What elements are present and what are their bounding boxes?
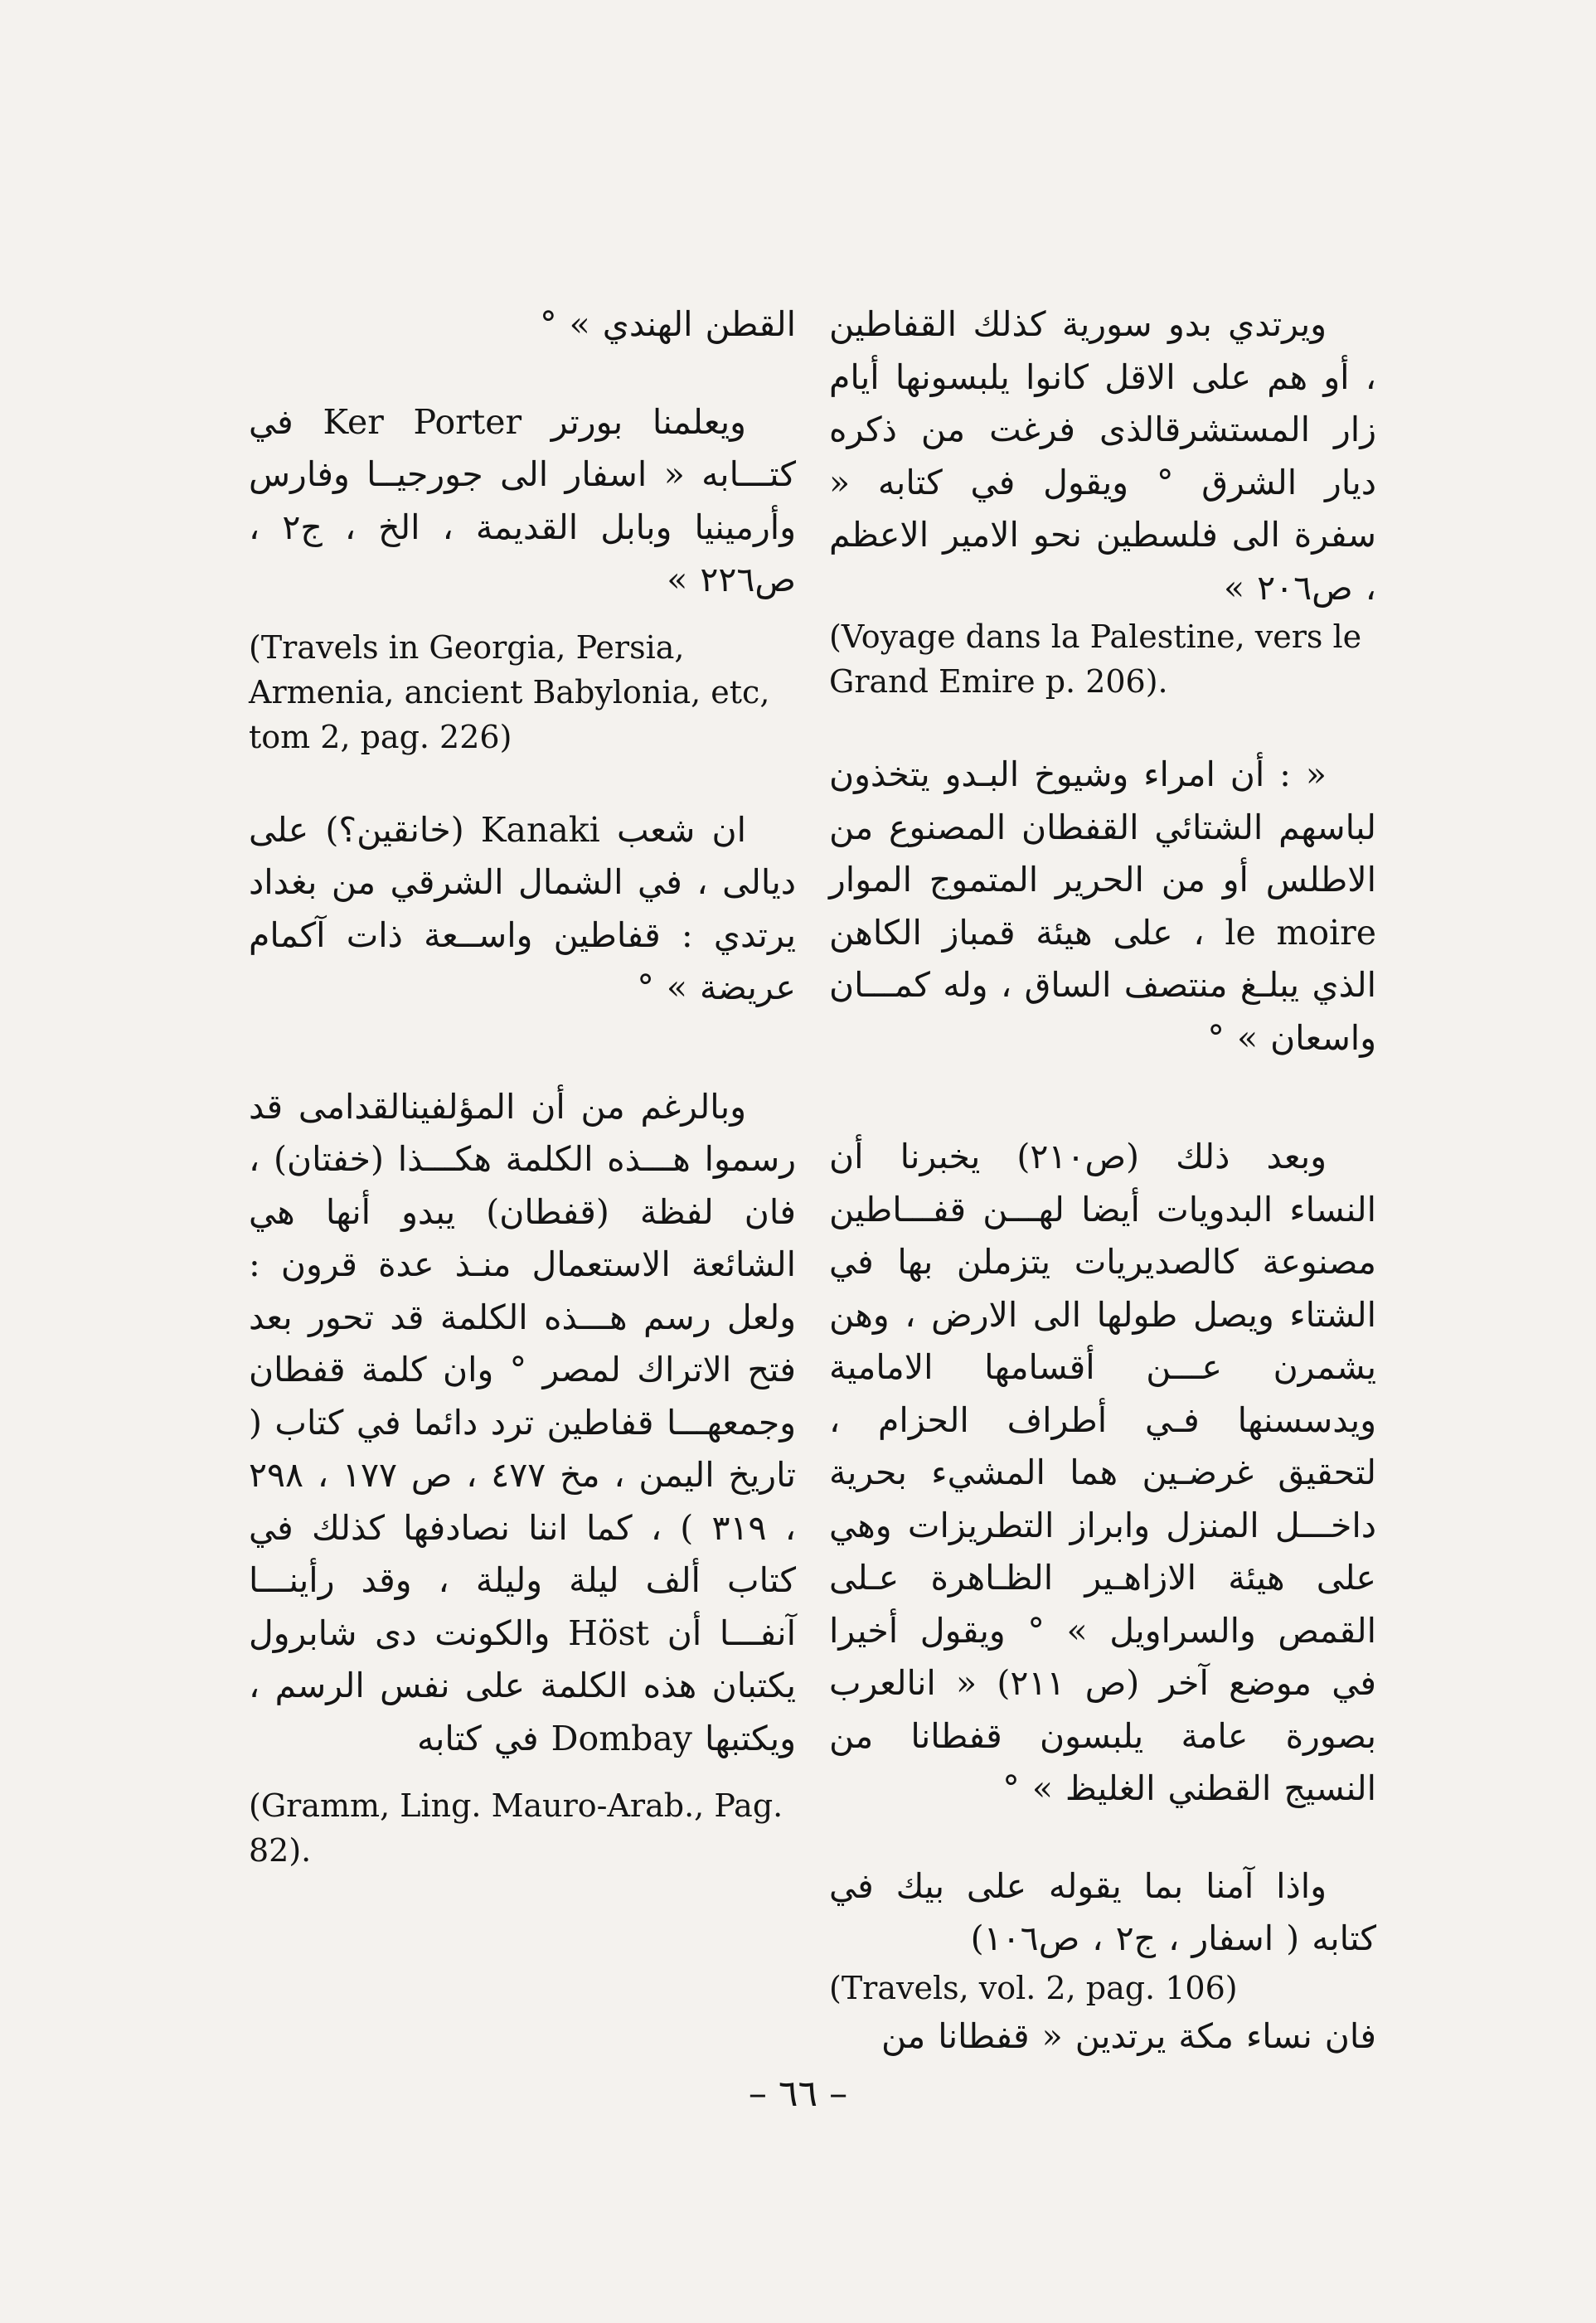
author-name: Höst (568, 1613, 650, 1653)
paragraph-continued: فان نساء مكة يرتدين « قفطانا من (881, 2015, 1376, 2056)
place-name: Kanaki (480, 809, 600, 850)
paragraph-text: واذا آمنا بما يقوله على بيك في كتابه ( اسفار ، ج٢ ، ص١٠٦) (829, 1865, 1376, 1958)
citation-latin: (Travels in Georgia, Persia, Armenia, ancient Babylonia, etc, tom 2, pag. 226) (249, 628, 770, 755)
paragraph (829, 298, 1376, 614)
citation-latin: (Voyage dans la Palestine, vers le Grand Emire p. 206). (829, 618, 1362, 700)
page-number: – ٦٦ – (748, 2073, 848, 2115)
citation-latin: (Travels, vol. 2, pag. 106) (829, 1969, 1238, 2006)
paragraph (249, 804, 796, 1015)
paragraph-text: ان شعب (616, 809, 746, 850)
paragraph (829, 1860, 1376, 1966)
author-name: Ker Porter (323, 401, 522, 442)
paragraph (249, 396, 796, 607)
paragraph-text: ، على هيئة قمباز الكاهن الذي يبلـغ منتصف الساق ، وله كمـــان واسعان » ° (829, 912, 1376, 1058)
paragraph-text: (خانقين؟) على ديالى ، في الشمال الشرقي من بغداد يرتدي : قفاطين واســعة ذات آكمام عريضة » ° (249, 809, 796, 1007)
paragraph-text: وبالرغم من أن المؤلفينالقدامى قد رسموا هـــذه الكلمة هكـــذا (خفتان) ، فان لفظة (قفطان) يبدو أنها هي الشائعة الاستعمال منـذ عدة قرون : ولعل رسم هـــذه الكلمة قد تحور بعد فتح الاتراك لمصر ° وان كلمة قفطان وجمعهـــا قفاطين ترد دائما في كتاب ( تاريخ اليمن ، مخ ٤٧٧ ، ص ١٧٧ ، ٢٩٨ ، ٣١٩ ) ، كما اننا نصادفها كذلك في كتاب ألف ليلة وليلة ، وقد رأينـــا آنفـــا أن (249, 1086, 796, 1653)
paragraph-text: ويعلمنا بورتر (551, 401, 746, 442)
right-column (829, 298, 1376, 2063)
foreign-term: le moire (1225, 912, 1376, 953)
paragraph-text: والكونت دى شابرول يكتبان هذه الكلمة على نفس الرسم ، ويكتبها (249, 1613, 796, 1758)
paragraph-text: في كتابه (417, 1718, 539, 1758)
left-column (249, 298, 796, 1873)
paragraph (249, 1081, 796, 1766)
paragraph-continued: القطن الهندي » ° (540, 304, 796, 344)
paragraph (829, 749, 1376, 1065)
author-name: Dombay (551, 1718, 692, 1758)
paragraph-text: ويرتدي بدو سورية كذلك القفاطين ، أو هم على الاقل كانوا يلبسونها أيام زار المستشرقالذى فرغت من ذكره ديار الشرق ° ويقول في كتابه « سفرة الى فلسطين نحو الامير الاعظم ، ص٢٠٦ » (829, 304, 1376, 608)
citation-latin: (Gramm, Ling. Mauro-Arab., Pag. 82). (249, 1787, 783, 1869)
paragraph-text: في كتـــابه « اسفار الى جورجيــا وفارس وأرمينيا وبابل القديمة ، الخ ، ج٢ ، ص٢٢٦ » (249, 401, 796, 599)
paragraph (829, 1131, 1376, 1816)
paragraph-text: « : أن امراء وشيوخ البـدو يتخذون لباسهم الشتائي القفطان المصنوع من الاطلس أو من الحرير المتموج الموار (829, 754, 1376, 900)
paragraph-text: وبعد ذلك (ص٢١٠) يخبرنا أن النساء البدويات أيضا لهـــن قفـــاطين مصنوعة كالصديريات يتزملن بها في الشتاء ويصل طولها الى الارض ، وهن يشمرن عـــن أقسامها الامامية ويدسسنها فـي أطراف الحزام ، لتحقيق غرضـين هما المشيء بحرية داخـــل المنزل وابراز التطريزات وهي على هيئة الازاهـير الظـاهرة عـلى القمص والسراويل » ° ويقول أخيرا في موضع آخر (ص ٢١١) « انالعرب بصورة عامة يلبسون قفطانا من النسيج القطني الغليظ » ° (829, 1137, 1376, 1808)
